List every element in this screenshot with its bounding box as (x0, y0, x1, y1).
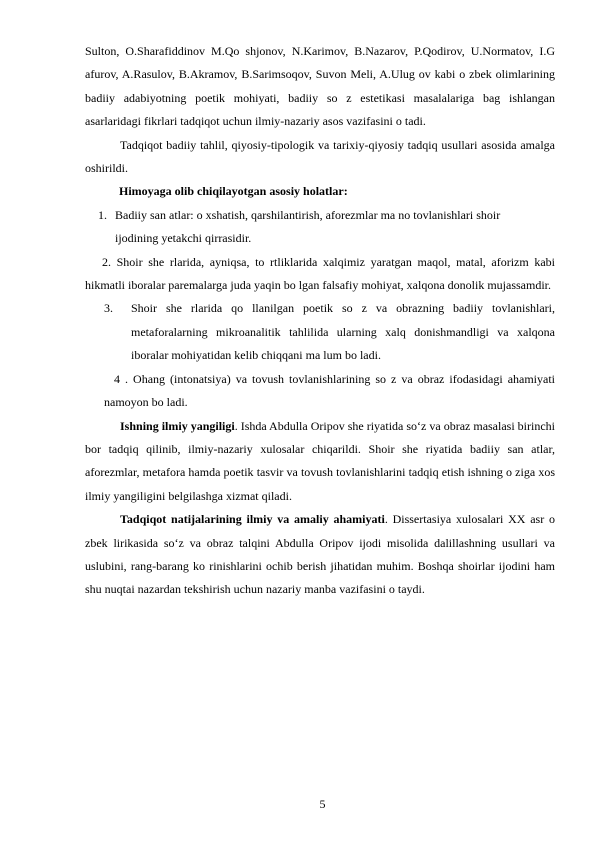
list-item-4-text: Ohang (intonatsiya) va tovush tovlanishlarining so z va obraz ifodasidagi ahamiyati namoyon bo ladi. (104, 371, 556, 410)
list-item-2 (85, 251, 555, 298)
significance-label: Tadqiqot natijalarining ilmiy va amaliy ahamiyati (120, 512, 385, 527)
defense-heading-text: Himoyaga olib chiqilayotgan asosiy holatlar: (119, 184, 348, 199)
list-item-1 (85, 204, 555, 251)
list-item-4-number: 4 . (114, 371, 129, 386)
paragraph-novelty (85, 415, 555, 509)
list-item-1-text-content: Badiiy san atlar: o xshatish, qarshilantirish, aforezmlar ma no tovlanishlari shoir ijodining yetakchi qirrasidir. (115, 207, 501, 246)
list-item-1-text (115, 204, 555, 251)
list-item-3-number: 3. (104, 301, 113, 316)
list-item-1-number: 1. (98, 207, 107, 222)
page-number: 5 (319, 797, 326, 811)
list-item-4 (85, 368, 555, 415)
list-item-3 (85, 297, 555, 367)
list-item-2-number: 2. (102, 254, 111, 269)
novelty-text: . Ishda Abdulla Oripov she riyatida so‘z va obraz masalasi birinchi bor tadqiq qilinib, ilmiy-nazariy xulosalar chiqarildi. Shoir she riyatida badiiy san atlar, aforezmlar, metafora hamda poetik tasvir va tovush tovlanishlarini tadqiq etish ishning o ziga xos ilmiy yangiligini belgilashga xizmat qiladi. (85, 418, 556, 503)
significance-text: . Dissertasiya xulosalari XX asr o zbek lirikasida so‘z va obraz talqini Abdulla Oripov ijodi misolida dalillashning usullari va uslubini, rang-barang ko rinishlarini ochib berish jihatidan muhim. Boshqa shoirlar ijodini ham shu nuqtai nazardan tekshirish uchun nazariy manba vazifasini o taydi. (85, 512, 555, 597)
paragraph-intro-tail: Sulton, O.Sharafiddinov M.Qo shjonov, N.Karimov, B.Nazarov, P.Qodirov, U.Normatov, I.G afurov, A.Rasulov, B.Akramov, B.Sarimsoqov, Suvon Meli, A.Ulug ov kabi o zbek olimlarining badiiy adabiyotning poetik mohiyati, badiiy so z estetikasi masalalariga bag ishlangan asarlaridagi fikrlari tadqiqot uchun ilmiy-nazariy asos vazifasini o tadi. (85, 44, 555, 129)
document-body (85, 40, 555, 602)
list-item-3-text: Shoir she rlarida qo llanilgan poetik so z va obrazning badiiy tovlanishlari, metaforalarning mikroanalitik tahlilida ularning xalq donishmandligi va xalqona iboralar mohiyatidan kelib chiqqani ma lum bo ladi. (131, 301, 555, 363)
list-item-2-text: Shoir she rlarida, ayniqsa, to rtliklarida xalqimiz yaratgan maqol, matal, aforizm kabi hikmatli iboralar paremalarga juda yaqin bo lgan falsafiy mohiyat, xalqona donolik mujassamdir. (85, 254, 555, 293)
paragraph-method: Tadqiqot badiiy tahlil, qiyosiy-tipologik va tarixiy-qiyosiy tadqiq usullari asosida amalga oshirildi. (85, 137, 555, 176)
defense-heading (85, 180, 555, 203)
novelty-label: Ishning ilmiy yangiligi (120, 418, 235, 433)
paragraph-significance (85, 508, 555, 602)
